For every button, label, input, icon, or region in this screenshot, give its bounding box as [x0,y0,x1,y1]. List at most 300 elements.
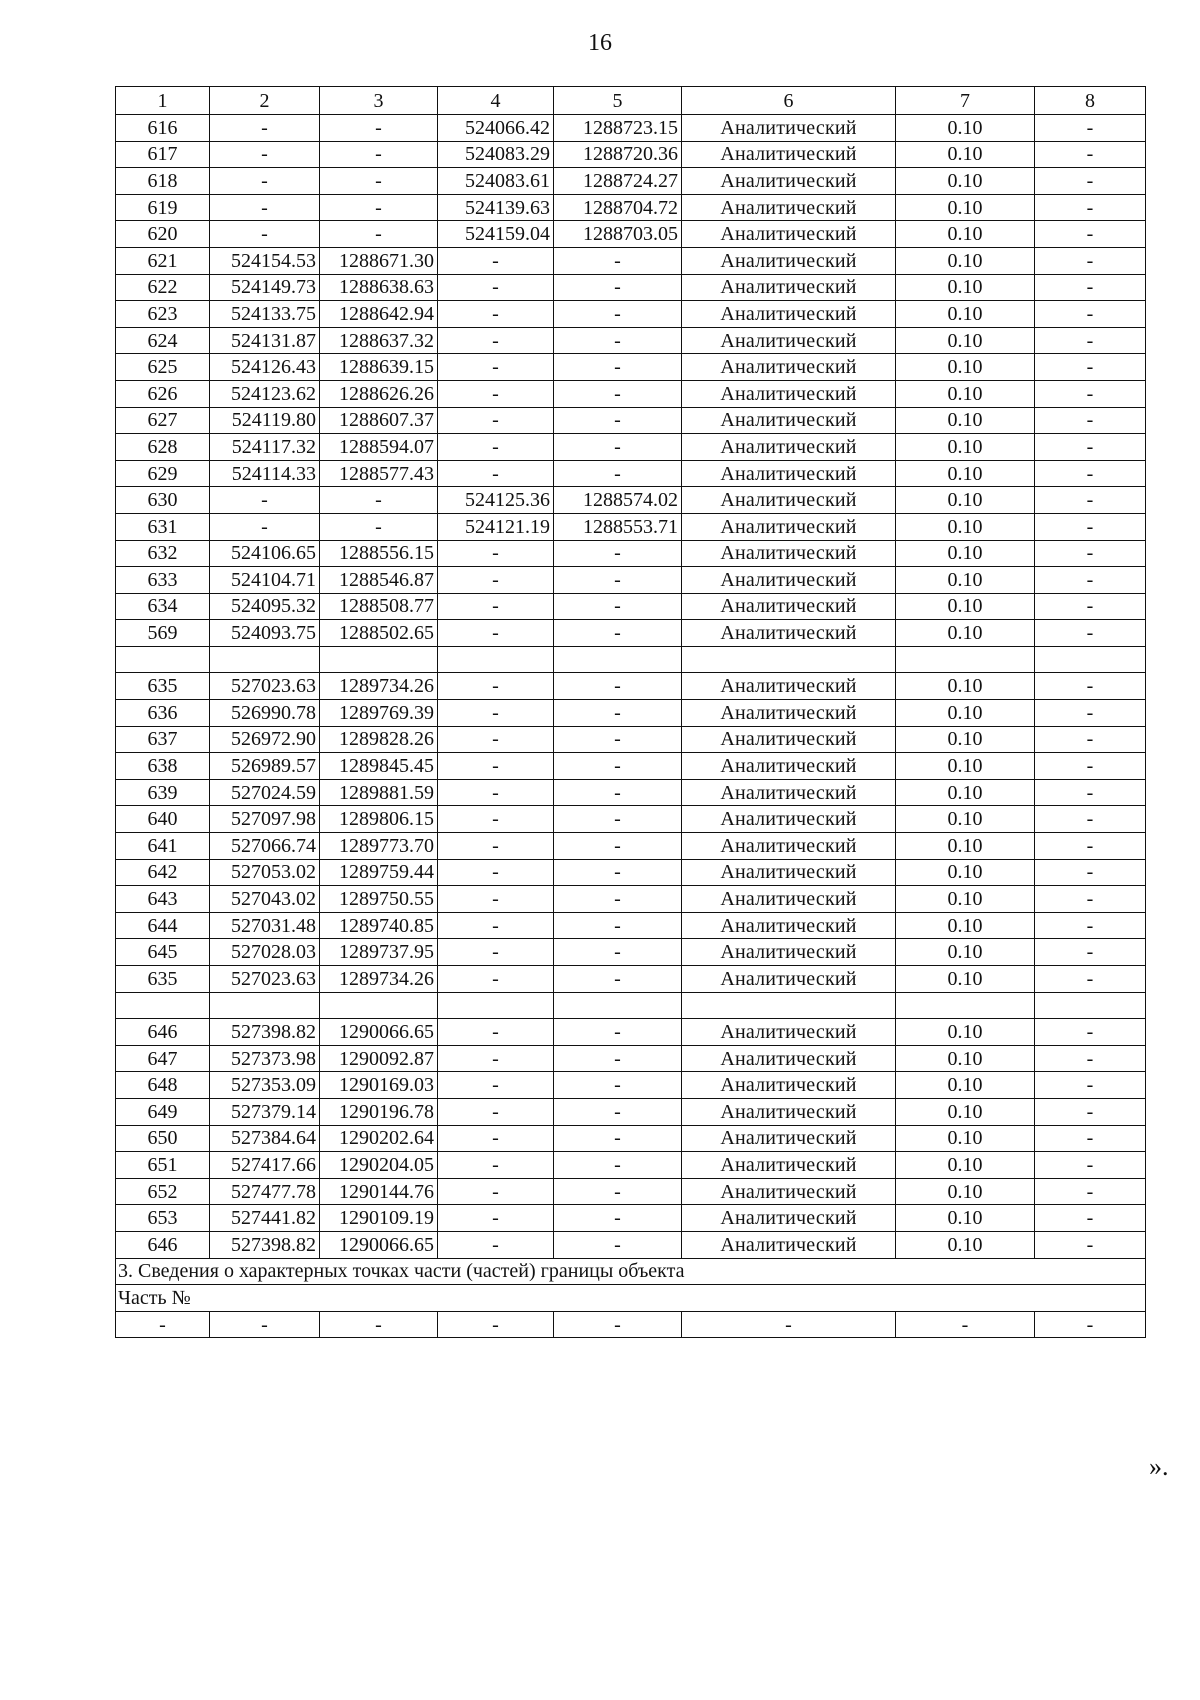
table-cell: - [554,779,682,806]
table-cell: 0.10 [896,833,1035,860]
table-cell: - [210,141,320,168]
table-cell: 0.10 [896,859,1035,886]
table-cell: - [554,407,682,434]
table-cell: 0.10 [896,806,1035,833]
table-cell: 0.10 [896,327,1035,354]
empty-cell [320,992,438,1019]
table-cell: - [554,1152,682,1179]
table-cell: - [1035,274,1146,301]
table-cell: - [1035,221,1146,248]
table-cell: Аналитический [682,221,896,248]
table-cell: 524117.32 [210,434,320,461]
table-cell: - [210,1311,320,1338]
table-cell: - [438,434,554,461]
table-cell: - [438,753,554,780]
table-cell: - [438,700,554,727]
table-cell: - [1035,1072,1146,1099]
table-cell: 524104.71 [210,567,320,594]
empty-cell [554,992,682,1019]
table-row [116,1045,1146,1072]
table-cell: - [1035,1178,1146,1205]
table-cell: - [210,194,320,221]
table-cell: Аналитический [682,141,896,168]
table-cell: Аналитический [682,726,896,753]
table-row [116,434,1146,461]
table-cell: Аналитический [682,540,896,567]
table-cell: Аналитический [682,407,896,434]
table-cell: Аналитический [682,939,896,966]
table-cell: - [438,327,554,354]
table-cell: 635 [116,966,210,993]
table-cell: 631 [116,513,210,540]
table-cell: Аналитический [682,567,896,594]
table-cell: - [554,673,682,700]
table-cell: - [1035,673,1146,700]
table-cell: 1290092.87 [320,1045,438,1072]
table-cell: 524106.65 [210,540,320,567]
table-cell: - [554,460,682,487]
table-cell: 1288626.26 [320,380,438,407]
table-cell: - [1035,327,1146,354]
table-cell: Аналитический [682,806,896,833]
empty-cell [116,646,210,673]
table-cell: 0.10 [896,168,1035,195]
table-cell: - [554,1205,682,1232]
column-header: 2 [210,87,320,115]
table-cell: 0.10 [896,886,1035,913]
empty-cell [320,646,438,673]
table-row [116,939,1146,966]
table-cell: 0.10 [896,567,1035,594]
table-cell: - [438,567,554,594]
table-cell: 0.10 [896,1205,1035,1232]
closing-quote-mark: ». [1149,1452,1169,1481]
table-cell: 1288671.30 [320,247,438,274]
table-cell: - [1035,301,1146,328]
column-header: 5 [554,87,682,115]
table-row [116,1178,1146,1205]
table-cell: - [438,886,554,913]
table-cell: - [554,567,682,594]
table-cell: - [554,540,682,567]
table-cell: 1288724.27 [554,168,682,195]
table-cell: Аналитический [682,460,896,487]
table-row [116,221,1146,248]
table-row [116,301,1146,328]
empty-cell [682,992,896,1019]
table-cell: 1289734.26 [320,966,438,993]
table-cell: - [554,1231,682,1258]
table-cell: - [1035,620,1146,647]
table-cell: Аналитический [682,301,896,328]
table-cell: Аналитический [682,1072,896,1099]
table-cell: 0.10 [896,779,1035,806]
table-row [116,593,1146,620]
table-cell: 646 [116,1231,210,1258]
table-cell: Аналитический [682,1125,896,1152]
table-cell: - [320,194,438,221]
table-cell: 1289737.95 [320,939,438,966]
table-cell: - [438,593,554,620]
table-cell: - [554,1178,682,1205]
table-cell: 645 [116,939,210,966]
table-cell: - [1035,354,1146,381]
empty-cell [438,646,554,673]
table-row [116,700,1146,727]
coordinates-table [115,86,1146,1338]
empty-cell [682,646,896,673]
table-cell: - [554,380,682,407]
table-row [116,354,1146,381]
table-cell: - [438,380,554,407]
table-cell: Аналитический [682,1205,896,1232]
table-cell: - [1035,168,1146,195]
table-cell: 618 [116,168,210,195]
table-row [116,247,1146,274]
table-cell: 1288594.07 [320,434,438,461]
table-cell: 1289828.26 [320,726,438,753]
table-cell: 1290169.03 [320,1072,438,1099]
table-cell: - [1035,726,1146,753]
table-cell: 527097.98 [210,806,320,833]
table-cell: Аналитический [682,753,896,780]
table-cell: 1288577.43 [320,460,438,487]
table-cell: - [1035,833,1146,860]
table-cell: 1290066.65 [320,1019,438,1046]
table-cell: 527477.78 [210,1178,320,1205]
table-cell: 527028.03 [210,939,320,966]
table-cell: - [554,939,682,966]
table-cell: - [554,354,682,381]
table-cell: - [554,620,682,647]
table-cell: - [210,221,320,248]
table-cell: Аналитический [682,1019,896,1046]
table-cell: 639 [116,779,210,806]
table-cell: 526972.90 [210,726,320,753]
table-row [116,886,1146,913]
empty-cell [554,646,682,673]
column-header: 4 [438,87,554,115]
table-row [116,833,1146,860]
empty-cell [1035,646,1146,673]
table-cell: - [1035,1045,1146,1072]
table-cell: 524083.29 [438,141,554,168]
table-cell: 619 [116,194,210,221]
table-cell: - [320,487,438,514]
table-cell: - [320,168,438,195]
table-row [116,1125,1146,1152]
table-cell: 625 [116,354,210,381]
table-cell: - [1035,1098,1146,1125]
table-cell: 0.10 [896,247,1035,274]
table-cell: 1289881.59 [320,779,438,806]
table-cell: 622 [116,274,210,301]
table-cell: 646 [116,1019,210,1046]
table-cell: 623 [116,301,210,328]
table-cell: 626 [116,380,210,407]
table-cell: - [1035,487,1146,514]
table-cell: 636 [116,700,210,727]
table-row [116,806,1146,833]
table-cell: 1290144.76 [320,1178,438,1205]
table-cell: 524119.80 [210,407,320,434]
table-cell: - [1035,1152,1146,1179]
table-cell: 1289806.15 [320,806,438,833]
table-cell: - [438,939,554,966]
table-row [116,487,1146,514]
table-cell: - [554,593,682,620]
table-cell: 527353.09 [210,1072,320,1099]
table-cell: - [554,700,682,727]
table-cell: 1288703.05 [554,221,682,248]
table-cell: 524139.63 [438,194,554,221]
table-cell: - [554,726,682,753]
table-cell: Аналитический [682,194,896,221]
table-cell: 640 [116,806,210,833]
empty-cell [896,646,1035,673]
table-cell: - [438,1125,554,1152]
table-cell: 524123.62 [210,380,320,407]
table-cell: 0.10 [896,540,1035,567]
table-cell: 1289740.85 [320,912,438,939]
table-cell: - [1035,380,1146,407]
table-cell: - [438,247,554,274]
table-cell: 0.10 [896,620,1035,647]
table-cell: - [554,1098,682,1125]
table-cell: 524095.32 [210,593,320,620]
table-cell: 1288642.94 [320,301,438,328]
table-cell: 527023.63 [210,673,320,700]
table-cell: - [1035,1311,1146,1338]
table-cell: - [682,1311,896,1338]
table-cell: - [320,221,438,248]
table-cell: 527373.98 [210,1045,320,1072]
table-cell: - [1035,939,1146,966]
table-cell: 644 [116,912,210,939]
table-cell: Аналитический [682,327,896,354]
table-cell: 524125.36 [438,487,554,514]
table-row [116,1152,1146,1179]
table-cell: 524066.42 [438,115,554,142]
table-cell: 527384.64 [210,1125,320,1152]
table-cell: 1288704.72 [554,194,682,221]
table-cell: 0.10 [896,301,1035,328]
table-cell: - [554,1019,682,1046]
table-cell: 633 [116,567,210,594]
table-cell: 527398.82 [210,1019,320,1046]
table-cell: Аналитический [682,859,896,886]
table-cell: Аналитический [682,434,896,461]
table-cell: - [320,513,438,540]
table-row [116,115,1146,142]
table-cell: 1288723.15 [554,115,682,142]
table-cell: 647 [116,1045,210,1072]
table-row [116,1072,1146,1099]
blank-separator-row [116,992,1146,1019]
table-cell: 642 [116,859,210,886]
table-cell: 0.10 [896,966,1035,993]
table-cell: 0.10 [896,460,1035,487]
table-cell: - [554,1045,682,1072]
table-cell: - [1035,1231,1146,1258]
table-cell: Аналитический [682,487,896,514]
table-cell: - [1035,1205,1146,1232]
table-cell: - [1035,513,1146,540]
table-cell: 524133.75 [210,301,320,328]
table-cell: 1289845.45 [320,753,438,780]
table-cell: 1289734.26 [320,673,438,700]
table-cell: Аналитический [682,700,896,727]
table-cell: 0.10 [896,221,1035,248]
table-cell: 524114.33 [210,460,320,487]
table-cell: 621 [116,247,210,274]
table-cell: - [1035,806,1146,833]
blank-separator-row [116,646,1146,673]
table-cell: - [554,1125,682,1152]
table-cell: 1288556.15 [320,540,438,567]
table-row [116,912,1146,939]
table-cell: - [438,460,554,487]
table-cell: - [438,1311,554,1338]
table-cell: - [438,779,554,806]
table-cell: - [438,833,554,860]
empty-cell [896,992,1035,1019]
table-row [116,859,1146,886]
table-cell: - [1035,1019,1146,1046]
table-cell: 649 [116,1098,210,1125]
table-cell: 1290202.64 [320,1125,438,1152]
table-cell: - [210,487,320,514]
table-cell: - [554,1311,682,1338]
table-row [116,673,1146,700]
table-cell: - [1035,194,1146,221]
table-cell: - [554,859,682,886]
table-cell: 524121.19 [438,513,554,540]
table-cell: Аналитический [682,380,896,407]
table-row [116,1205,1146,1232]
table-cell: Аналитический [682,115,896,142]
empty-cell [1035,992,1146,1019]
table-cell: - [438,806,554,833]
table-cell: - [1035,886,1146,913]
table-cell: - [438,1019,554,1046]
table-cell: - [438,726,554,753]
table-cell: - [438,1045,554,1072]
table-cell: 634 [116,593,210,620]
table-cell: Аналитический [682,168,896,195]
table-cell: - [438,673,554,700]
table-cell: - [1035,540,1146,567]
table-cell: 527053.02 [210,859,320,886]
coordinates-table-container [115,86,1145,1338]
table-cell: 1289773.70 [320,833,438,860]
table-cell: - [320,1311,438,1338]
table-row [116,327,1146,354]
table-row [116,274,1146,301]
table-cell: 1289769.39 [320,700,438,727]
table-cell: - [554,247,682,274]
column-header: 3 [320,87,438,115]
part-number-label: Часть № [116,1285,1146,1312]
table-cell: - [1035,912,1146,939]
table-cell: 1288720.36 [554,141,682,168]
table-cell: 0.10 [896,1231,1035,1258]
table-cell: 627 [116,407,210,434]
column-header: 8 [1035,87,1146,115]
table-cell: 641 [116,833,210,860]
table-cell: 0.10 [896,939,1035,966]
table-cell: 1288607.37 [320,407,438,434]
table-cell: 1290196.78 [320,1098,438,1125]
section-title-row [116,1258,1146,1285]
table-cell: Аналитический [682,1231,896,1258]
table-row [116,1098,1146,1125]
table-cell: - [554,912,682,939]
table-cell: 527379.14 [210,1098,320,1125]
table-row [116,380,1146,407]
table-cell: 527024.59 [210,779,320,806]
table-cell: 653 [116,1205,210,1232]
table-cell: 524154.53 [210,247,320,274]
table-cell: 1288546.87 [320,567,438,594]
table-row [116,966,1146,993]
table-cell: - [554,327,682,354]
column-header: 1 [116,87,210,115]
table-cell: 650 [116,1125,210,1152]
part-label-row [116,1285,1146,1312]
table-cell: 569 [116,620,210,647]
table-row [116,567,1146,594]
table-cell: - [554,886,682,913]
table-cell: 617 [116,141,210,168]
table-cell: 524093.75 [210,620,320,647]
table-cell: 0.10 [896,1152,1035,1179]
table-row [116,1019,1146,1046]
table-cell: - [438,966,554,993]
table-cell: 628 [116,434,210,461]
table-cell: - [320,115,438,142]
table-cell: - [554,274,682,301]
table-cell: 0.10 [896,434,1035,461]
table-cell: - [438,1072,554,1099]
table-cell: - [1035,753,1146,780]
table-cell: 0.10 [896,1178,1035,1205]
empty-cell [116,992,210,1019]
table-cell: - [554,1072,682,1099]
table-cell: 526990.78 [210,700,320,727]
table-row [116,1231,1146,1258]
table-cell: 1288638.63 [320,274,438,301]
table-cell: - [438,407,554,434]
table-cell: - [1035,115,1146,142]
table-cell: 0.10 [896,274,1035,301]
column-header: 6 [682,87,896,115]
table-cell: - [1035,700,1146,727]
table-cell: - [438,540,554,567]
table-cell: 0.10 [896,513,1035,540]
table-cell: - [1035,567,1146,594]
table-cell: - [1035,1125,1146,1152]
table-cell: Аналитический [682,593,896,620]
table-cell: - [438,1205,554,1232]
table-row [116,779,1146,806]
table-cell: - [210,168,320,195]
table-cell: 652 [116,1178,210,1205]
table-cell: 0.10 [896,726,1035,753]
table-cell: - [554,301,682,328]
table-cell: - [438,354,554,381]
table-cell: 0.10 [896,1098,1035,1125]
